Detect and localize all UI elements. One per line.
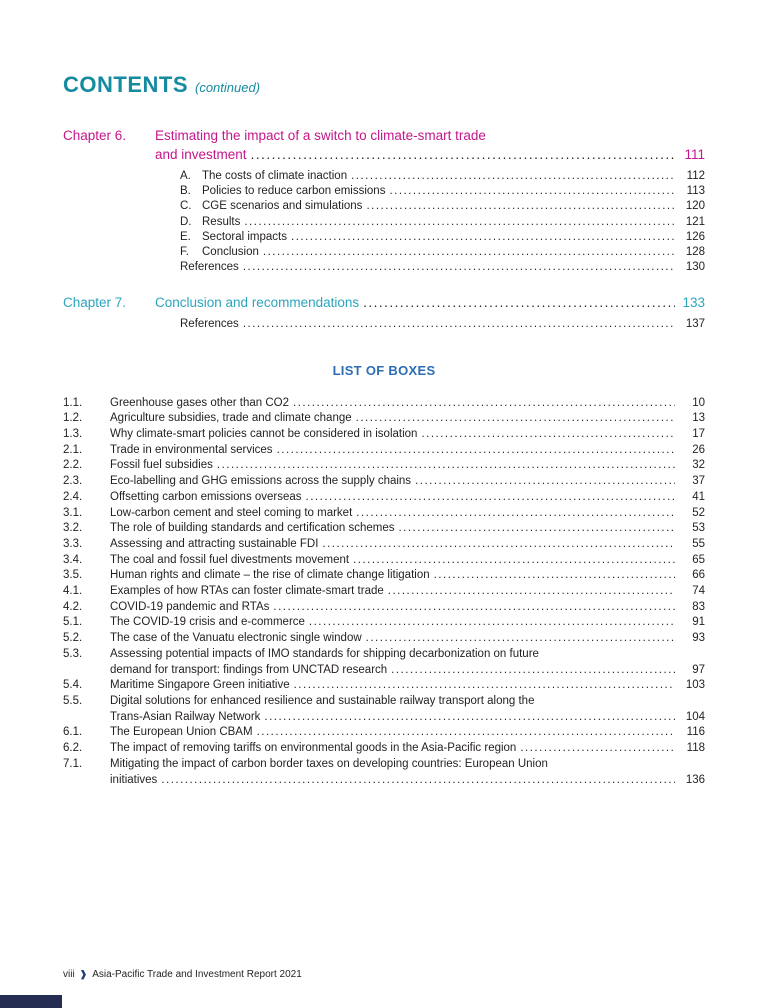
box-page-number: 32 <box>692 459 705 472</box>
references-title: References <box>180 318 239 331</box>
dot-leader <box>306 490 675 506</box>
box-entry-line <box>63 553 705 569</box>
box-entry[interactable] <box>63 615 705 631</box>
references-title: References <box>180 261 239 274</box>
box-number: 6.2. <box>63 742 83 755</box>
box-page-number: 118 <box>686 742 705 755</box>
chapter-block <box>63 126 705 275</box>
box-entry-line <box>63 741 705 757</box>
box-number: 2.4. <box>63 490 83 503</box>
box-title: Agriculture subsidies, trade and climate change <box>110 412 352 425</box>
section-letter: B. <box>180 185 191 198</box>
box-entry[interactable] <box>63 694 705 725</box>
box-entry[interactable] <box>63 584 705 600</box>
box-number: 4.2. <box>63 600 83 613</box>
box-page-number: 91 <box>692 616 705 629</box>
box-title: Greenhouse gases other than CO2 <box>110 396 290 409</box>
box-title: The impact of removing tariffs on environmental goods in the Asia-Pacific region <box>110 742 517 755</box>
dot-leader <box>434 568 675 584</box>
chapter-label: Chapter 6. <box>63 128 127 143</box>
dot-leader <box>415 474 675 490</box>
box-number: 2.2. <box>63 459 83 472</box>
references-entry[interactable] <box>180 260 705 275</box>
box-page-number: 104 <box>685 710 705 723</box>
box-title: The case of the Vanuatu electronic single window <box>110 632 362 645</box>
box-title: Mitigating the impact of carbon border taxes on developing countries: European Union <box>110 757 548 770</box>
box-title: Low-carbon cement and steel coming to market <box>110 506 353 519</box>
section-letter: D. <box>180 215 192 228</box>
dot-leader <box>398 521 675 537</box>
box-title: Trade in environmental services <box>110 443 273 456</box>
box-number: 5.4. <box>63 679 83 692</box>
box-page-number: 41 <box>692 490 705 503</box>
box-entry-line <box>63 694 705 710</box>
box-entry-line <box>63 615 705 631</box>
box-title: The coal and fossil fuel divestments movement <box>110 553 350 566</box>
box-entry-line <box>63 427 705 443</box>
footer-arrow-icon: ❱ <box>79 969 88 979</box>
dot-leader <box>257 725 675 741</box>
section-page-number: 120 <box>685 200 705 213</box>
list-of-boxes-heading: LIST OF BOXES <box>332 362 436 378</box>
references-page-number: 130 <box>685 261 705 274</box>
box-entry[interactable] <box>63 474 705 490</box>
box-title: Human rights and climate – the rise of climate change litigation <box>110 569 430 582</box>
box-number: 2.3. <box>63 475 83 488</box>
box-page-number: 83 <box>692 600 705 613</box>
box-entry-line <box>63 663 705 679</box>
box-entry-line <box>63 600 705 616</box>
dot-leader <box>243 317 675 332</box>
box-number: 2.1. <box>63 443 83 456</box>
section-page-number: 121 <box>685 215 705 228</box>
section-letter: E. <box>180 230 191 243</box>
box-number: 3.1. <box>63 506 83 519</box>
chapter-title: Estimating the impact of a switch to climate-smart trade <box>155 128 486 143</box>
dot-leader <box>244 215 675 230</box>
dot-leader <box>293 396 675 412</box>
box-entry-line <box>63 411 705 427</box>
box-page-number: 26 <box>692 443 705 456</box>
box-number: 3.3. <box>63 537 83 550</box>
box-title: Why climate-smart policies cannot be considered in isolation <box>110 428 418 441</box>
box-title: COVID-19 pandemic and RTAs <box>110 600 270 613</box>
box-number: 5.1. <box>63 616 83 629</box>
box-title: Eco-labelling and GHG emissions across the supply chains <box>110 475 412 488</box>
box-entry[interactable] <box>63 725 705 741</box>
section-entry[interactable] <box>180 169 705 184</box>
section-letter: A. <box>180 170 191 182</box>
box-title: The European Union CBAM <box>110 726 253 739</box>
section-entry[interactable] <box>180 230 705 245</box>
chapter-title-row[interactable] <box>63 126 705 145</box>
dot-leader <box>251 145 675 164</box>
box-entry[interactable] <box>63 537 705 553</box>
box-entry-line <box>63 584 705 600</box>
box-entry[interactable] <box>63 396 705 412</box>
box-page-number: 52 <box>692 506 705 519</box>
box-page-number: 13 <box>692 412 705 425</box>
box-entry-line <box>63 396 705 412</box>
box-title: demand for transport: findings from UNCTAD research <box>110 663 388 676</box>
section-entry[interactable] <box>180 245 705 260</box>
references-entry[interactable] <box>180 317 705 332</box>
section-page-number: 126 <box>685 230 705 243</box>
box-entry[interactable] <box>63 678 705 694</box>
box-title: The role of building standards and certification schemes <box>110 522 395 535</box>
dot-leader <box>356 506 675 522</box>
footer-corner-bar <box>0 995 62 1008</box>
chapter-title: and investment <box>155 147 247 162</box>
section-entry[interactable] <box>180 199 705 214</box>
dot-leader <box>391 663 675 679</box>
chapter-title-row[interactable] <box>63 293 705 312</box>
references-page-number: 137 <box>685 318 705 331</box>
box-entry-line <box>63 537 705 553</box>
box-page-number: 93 <box>692 632 705 645</box>
dot-leader <box>273 600 675 616</box>
dot-leader <box>520 741 675 757</box>
box-title: Examples of how RTAs can foster climate-smart trade <box>110 585 384 598</box>
box-entry[interactable] <box>63 443 705 459</box>
box-title: Assessing and attracting sustainable FDI <box>110 537 319 550</box>
box-title: Assessing potential impacts of IMO standards for shipping decarbonization on future <box>110 647 539 660</box>
box-title: Maritime Singapore Green initiative <box>110 679 290 692</box>
box-entry-line <box>63 647 705 663</box>
box-number: 4.1. <box>63 585 83 598</box>
box-entry-line <box>63 506 705 522</box>
section-entry[interactable] <box>180 184 705 199</box>
box-entry-line <box>63 678 705 694</box>
dot-leader <box>277 443 675 459</box>
dot-leader <box>366 199 675 214</box>
box-entry-line <box>63 521 705 537</box>
section-title: The costs of climate inaction <box>202 170 348 182</box>
dot-leader <box>353 553 675 569</box>
box-page-number: 116 <box>686 726 705 739</box>
dot-leader <box>356 411 675 427</box>
chapter-title: Conclusion and recommendations <box>155 295 360 311</box>
box-title: Digital solutions for enhanced resilience and sustainable railway transport along the <box>110 694 535 707</box>
dot-leader <box>264 710 675 726</box>
boxes-toc-list <box>63 396 705 789</box>
box-entry[interactable] <box>63 757 705 788</box>
box-number: 5.2. <box>63 632 83 645</box>
box-entry-line <box>63 773 705 789</box>
box-number: 1.3. <box>63 428 83 441</box>
box-page-number: 66 <box>692 569 705 582</box>
box-number: 1.1. <box>63 396 83 409</box>
box-entry[interactable] <box>63 553 705 569</box>
section-title: Results <box>202 215 241 228</box>
section-title: Conclusion <box>202 246 259 259</box>
chapter-heading-rows <box>63 293 705 312</box>
folio-page-number: viii <box>63 969 75 980</box>
dot-leader <box>243 260 675 275</box>
box-entry-line <box>63 757 705 773</box>
box-number: 1.2. <box>63 412 83 425</box>
dot-leader <box>291 230 675 245</box>
box-entry[interactable] <box>63 647 705 678</box>
dot-leader <box>217 458 675 474</box>
box-page-number: 37 <box>692 475 705 488</box>
box-number: 5.5. <box>63 694 83 707</box>
dot-leader <box>351 169 675 184</box>
box-page-number: 17 <box>692 428 705 441</box>
box-title: Fossil fuel subsidies <box>110 459 213 472</box>
box-entry[interactable] <box>63 600 705 616</box>
dot-leader <box>322 537 675 553</box>
chapter-page-number: 133 <box>682 295 705 311</box>
box-entry[interactable] <box>63 506 705 522</box>
contents-header <box>63 72 705 98</box>
box-page-number: 53 <box>692 522 705 535</box>
chapter-title-row[interactable] <box>63 145 705 164</box>
dot-leader <box>421 427 675 443</box>
contents-heading: CONTENTS <box>63 72 188 97</box>
box-page-number: 10 <box>692 396 705 409</box>
dot-leader <box>388 584 675 600</box>
box-entry-line <box>63 474 705 490</box>
chapter-block <box>63 293 705 332</box>
section-entry[interactable] <box>180 215 705 230</box>
chapter-page-number: 111 <box>684 147 705 162</box>
box-page-number: 74 <box>692 585 705 598</box>
box-entry-line <box>63 725 705 741</box>
box-entry[interactable] <box>63 631 705 647</box>
box-title: Offsetting carbon emissions overseas <box>110 490 302 503</box>
box-entry-line <box>63 490 705 506</box>
box-number: 6.1. <box>63 726 83 739</box>
dot-leader <box>309 615 675 631</box>
box-title: The COVID-19 crisis and e-commerce <box>110 616 305 629</box>
box-entry[interactable] <box>63 568 705 584</box>
section-page-number: 112 <box>686 170 705 182</box>
box-page-number: 97 <box>692 663 705 676</box>
chapter-label: Chapter 7. <box>63 295 127 311</box>
box-entry[interactable] <box>63 411 705 427</box>
box-page-number: 136 <box>685 773 705 786</box>
chapter-toc-list <box>63 126 705 333</box>
section-page-number: 113 <box>686 185 705 198</box>
box-entry-line <box>63 631 705 647</box>
box-entry[interactable] <box>63 741 705 757</box>
dot-leader <box>263 245 675 260</box>
box-entry-line <box>63 568 705 584</box>
box-entry-line <box>63 458 705 474</box>
box-number: 3.5. <box>63 569 83 582</box>
section-title: CGE scenarios and simulations <box>202 200 363 213</box>
box-number: 3.4. <box>63 553 83 566</box>
page-footer <box>63 969 302 980</box>
box-entry-line <box>63 710 705 726</box>
dot-leader <box>363 293 675 312</box>
contents-continued-label: (continued) <box>195 80 261 95</box>
box-number: 3.2. <box>63 522 83 535</box>
box-entry[interactable] <box>63 427 705 443</box>
section-letter: C. <box>180 200 192 213</box>
box-title: initiatives <box>110 773 158 786</box>
box-page-number: 103 <box>685 679 705 692</box>
box-number: 5.3. <box>63 647 83 660</box>
dot-leader <box>366 631 675 647</box>
section-title: Sectoral impacts <box>202 230 288 243</box>
section-letter: F. <box>180 246 189 259</box>
box-entry-line <box>63 443 705 459</box>
box-page-number: 65 <box>692 553 705 566</box>
section-title: Policies to reduce carbon emissions <box>202 185 386 198</box>
footer-report-title: Asia-Pacific Trade and Investment Report 2021 <box>92 969 302 980</box>
box-number: 7.1. <box>63 757 83 770</box>
dot-leader <box>294 678 675 694</box>
chapter-heading-rows <box>63 126 705 164</box>
box-title: Trans-Asian Railway Network <box>110 710 261 723</box>
dot-leader <box>389 184 675 199</box>
section-page-number: 128 <box>685 246 705 259</box>
box-entry[interactable] <box>63 490 705 506</box>
box-entry[interactable] <box>63 521 705 537</box>
box-page-number: 55 <box>692 537 705 550</box>
box-entry[interactable] <box>63 458 705 474</box>
dot-leader <box>161 773 675 789</box>
